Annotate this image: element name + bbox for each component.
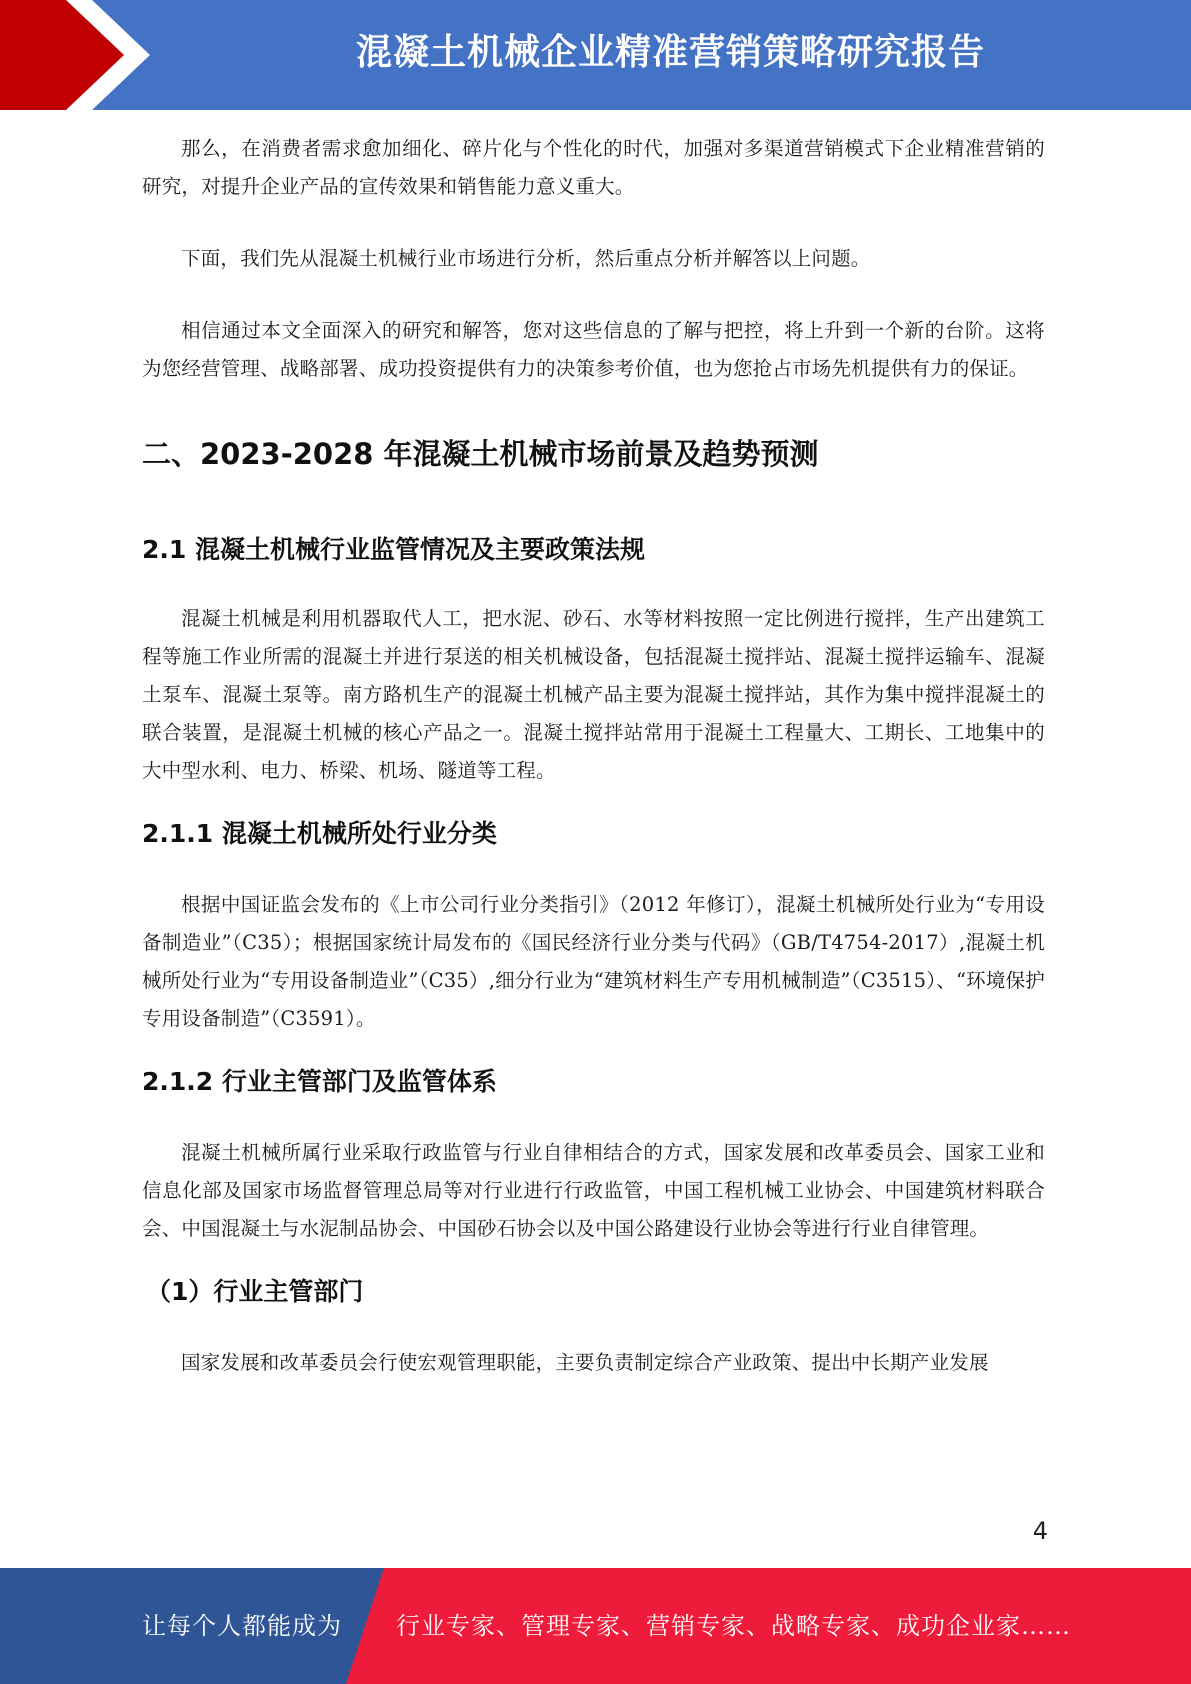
- section-heading-2-1-1: 2.1.1 混凝土机械所处行业分类: [142, 819, 497, 848]
- intro-paragraph-3: 相信通过本文全面深入的研究和解答，您对这些信息的了解与把控，将上升到一个新的台阶。这将为您经营管理、战略部署、成功投资提供有力的决策参考价值，也为您抢占市场先机提供有力的保证。: [142, 319, 1045, 380]
- page-number: 4: [1032, 1517, 1048, 1545]
- section-heading-2-1-2: 2.1.2 行业主管部门及监管体系: [142, 1067, 497, 1096]
- page-header-banner: [0, 0, 1191, 110]
- footer-slogan-left: 让每个人都能成为: [142, 1612, 342, 1640]
- report-title: 混凝土机械企业精准营销策略研究报告: [355, 32, 985, 73]
- paragraph-2-1-2: 混凝土机械所属行业采取行政监管与行业自律相结合的方式，国家发展和改革委员会、国家工业和信息化部及国家市场监督管理总局等对行业进行行政监管，中国工程机械工业协会、中国建筑材料联合会、中国混凝土与水泥制品协会、中国砂石协会以及中国公路建设行业协会等进行行业自律管理。: [142, 1141, 1045, 1240]
- section-heading-2-1: 2.1 混凝土机械行业监管情况及主要政策法规: [142, 535, 645, 564]
- paragraph-subsection-1: 国家发展和改革委员会行使宏观管理职能，主要负责制定综合产业政策、提出中长期产业发展: [181, 1351, 989, 1374]
- intro-paragraph-2: 下面，我们先从混凝土机械行业市场进行分析，然后重点分析并解答以上问题。: [181, 247, 871, 270]
- intro-paragraph-1: 那么，在消费者需求愈加细化、碎片化与个性化的时代，加强对多渠道营销模式下企业精准营销的研究，对提升企业产品的宣传效果和销售能力意义重大。: [142, 137, 1045, 198]
- subsection-heading-1: （1）行业主管部门: [146, 1277, 364, 1306]
- document-body: [142, 130, 1045, 1382]
- page-footer-banner: [0, 1568, 1191, 1684]
- section-heading-2: 二、2023-2028 年混凝土机械市场前景及趋势预测: [142, 437, 819, 471]
- footer-slogan-right: 行业专家、管理专家、营销专家、战略专家、成功企业家……: [396, 1612, 1071, 1640]
- paragraph-2-1-1: 根据中国证监会发布的《上市公司行业分类指引》（2012 年修订），混凝土机械所处行业为“专用设备制造业”（C35）；根据国家统计局发布的《国民经济行业分类与代码》（GB/T4754-2017）,混凝土机械所处行业为“专用设备制造业”（C35）,细分行业为“建筑材料生产专用机械制造”（C3515）、“环境保护专用设备制造”（C3591）。: [142, 893, 1045, 1030]
- paragraph-2-1: 混凝土机械是利用机器取代人工，把水泥、砂石、水等材料按照一定比例进行搅拌，生产出建筑工程等施工作业所需的混凝土并进行泵送的相关机械设备，包括混凝土搅拌站、混凝土搅拌运输车、混凝土泵车、混凝土泵等。南方路机生产的混凝土机械产品主要为混凝土搅拌站，其作为集中搅拌混凝土的联合装置，是混凝土机械的核心产品之一。混凝土搅拌站常用于混凝土工程量大、工期长、工地集中的大中型水利、电力、桥梁、机场、隧道等工程。: [142, 607, 1045, 782]
